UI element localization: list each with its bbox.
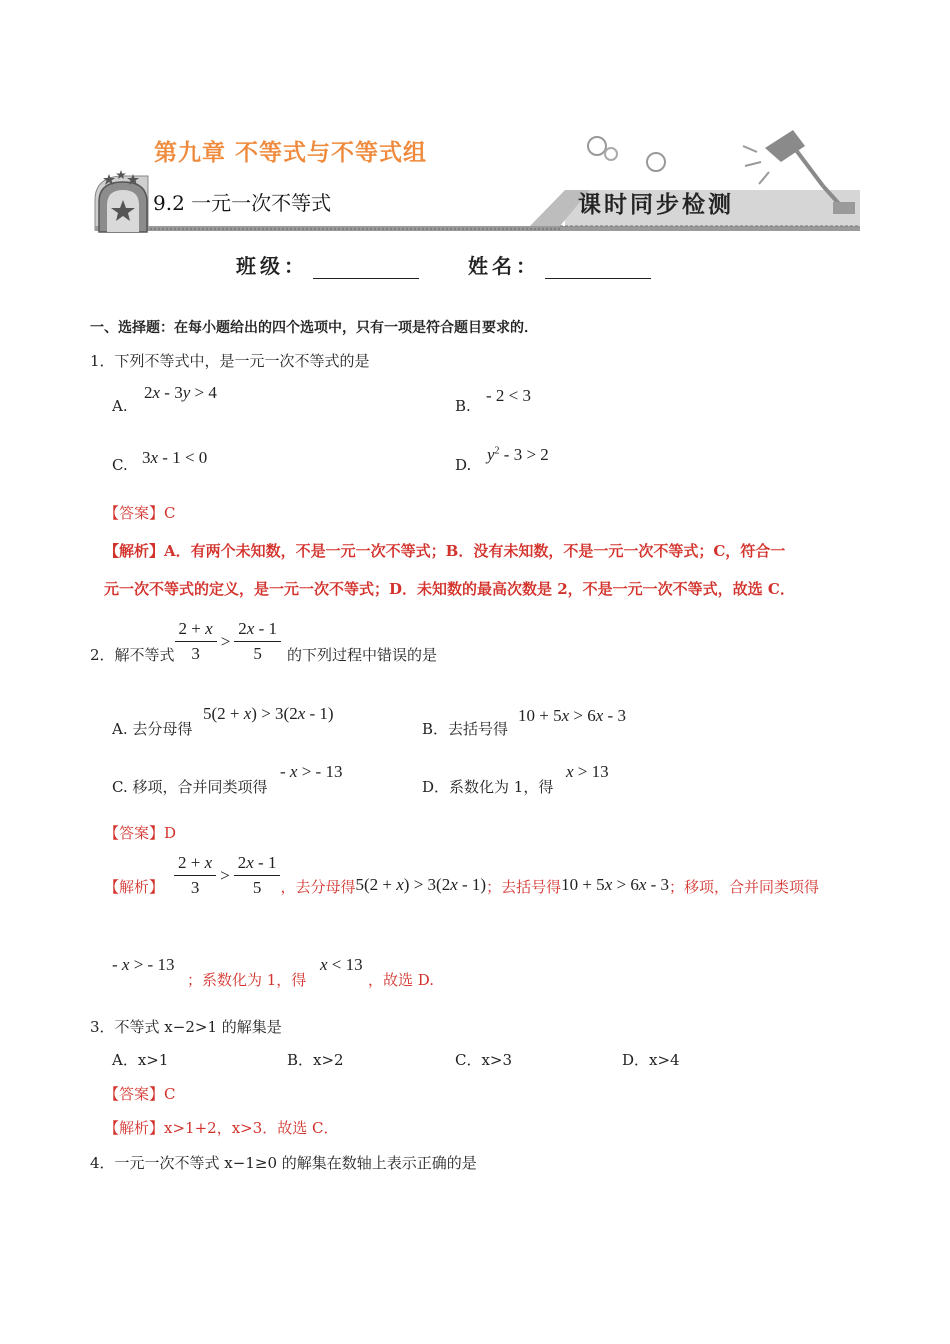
q3-option-a: A．x>1 bbox=[112, 1051, 169, 1069]
class-blank[interactable] bbox=[313, 256, 419, 279]
q3-analysis-text: x>1+2，x>3．故选 C． bbox=[164, 1119, 339, 1137]
q2-analysis-expr2: 10 + 5x > 6x - 3 bbox=[561, 874, 670, 894]
q1-answer-value: C bbox=[164, 504, 176, 522]
name-label: 姓名： bbox=[468, 254, 540, 278]
q1-option-b-expr: - 2 < 3 bbox=[486, 386, 531, 405]
q1-analysis-tag: 【解析】 bbox=[104, 542, 165, 560]
q2-stem: 2．解不等式 $\frac{2 + x}{3}$ > $\frac{2x - 1}{5}$ 的下列过程中错误的是 bbox=[90, 619, 438, 664]
q3-option-d: D．x>4 bbox=[622, 1051, 680, 1069]
q3-analysis-tag: 【解析】 bbox=[104, 1119, 165, 1137]
class-label: 班级： bbox=[236, 254, 308, 278]
q3-stem: 3．不等式 x−2>1 的解集是 bbox=[90, 1018, 282, 1036]
q1-option-d-expr: $y^2 - 3 > 2$ bbox=[487, 445, 549, 464]
part1-heading: 一、选择题：在每小题给出的四个选项中，只有一项是符合题目要求的． bbox=[90, 320, 538, 336]
q3-answer-tag: 【答案】 bbox=[104, 1085, 165, 1103]
q3-answer-value: C bbox=[164, 1085, 176, 1103]
section-title: 9.2 一元一次不等式 bbox=[153, 191, 332, 215]
q2-option-b-label: B．去括号得 bbox=[422, 720, 509, 738]
q2-analysis-expr1: 5(2 + x) > 3(2x - 1) bbox=[355, 874, 487, 894]
name-field bbox=[468, 250, 651, 279]
q2-analysis-expr3: - x > - 13 bbox=[112, 955, 175, 974]
q1-option-b-label: B. bbox=[455, 397, 471, 415]
q2-option-a-expr: 5(2 + x) > 3(2x - 1) bbox=[203, 704, 334, 723]
q3-analysis bbox=[104, 1117, 339, 1138]
q1-analysis-text1: A．有两个未知数，不是一元一次不等式；B．没有未知数，不是一元一次不等式；C，符合一 bbox=[164, 542, 786, 560]
name-blank[interactable] bbox=[545, 256, 651, 279]
q2-analysis-fraction-right: $\frac{2x - 1}{5}$ bbox=[234, 853, 281, 898]
q3-answer bbox=[104, 1083, 176, 1104]
q1-analysis-line1 bbox=[104, 540, 785, 561]
q2-answer-tag: 【答案】 bbox=[104, 824, 165, 842]
q2-option-b-expr: 10 + 5x > 6x - 3 bbox=[518, 706, 626, 725]
class-field bbox=[236, 250, 419, 279]
q2-stem-prefix: 2．解不等式 bbox=[90, 646, 175, 664]
q2-analysis-tag: 【解析】 bbox=[104, 878, 165, 896]
q4-stem: 4．一元一次不等式 x−1≥0 的解集在数轴上表示正确的是 bbox=[90, 1154, 477, 1172]
q2-option-d-label: D．系数化为 1，得 bbox=[422, 778, 554, 796]
q1-answer-tag: 【答案】 bbox=[104, 504, 165, 522]
q2-fraction-left: $\frac{2 + x}{3}$ bbox=[175, 619, 217, 664]
q1-stem: 1．下列不等式中，是一元一次不等式的是 bbox=[90, 352, 370, 370]
q1-option-a-expr: 2x - 3y > 4 bbox=[144, 383, 217, 402]
desk-lamp-icon bbox=[735, 128, 855, 220]
q1-answer bbox=[104, 502, 176, 523]
star-badge-icon bbox=[95, 170, 153, 234]
q1-option-a-label: A. bbox=[112, 397, 128, 415]
q2-analysis-expr4: x < 13 bbox=[320, 955, 363, 974]
q2-analysis-fraction-left: $\frac{2 + x}{3}$ bbox=[174, 853, 216, 898]
q2-stem-suffix: 的下列过程中错误的是 bbox=[287, 646, 438, 664]
q2-analysis-s2: ；去括号得 bbox=[486, 878, 562, 896]
q2-fraction-right: $\frac{2x - 1}{5}$ bbox=[234, 619, 281, 664]
q2-option-c-expr: - x > - 13 bbox=[280, 762, 343, 781]
chapter-title: 第九章 不等式与不等式组 bbox=[154, 140, 428, 166]
q1-option-c-label: C. bbox=[112, 456, 128, 474]
q2-analysis-s5: ，故选 D. bbox=[368, 971, 435, 989]
q2-answer-value: D bbox=[164, 824, 177, 842]
q1-option-c-expr: 3x - 1 < 0 bbox=[142, 448, 208, 467]
q2-answer bbox=[104, 822, 176, 843]
q2-option-c-label: C. 移项，合并同类项得 bbox=[112, 778, 268, 796]
q2-analysis-s1: ，去分母得 bbox=[280, 878, 356, 896]
q3-option-b: B．x>2 bbox=[287, 1051, 344, 1069]
q2-analysis-s4: ；系数化为 1，得 bbox=[187, 971, 307, 989]
banner-text: 课时同步检测 bbox=[578, 191, 734, 218]
q1-option-d-label: D. bbox=[455, 456, 472, 474]
q2-option-d-expr: x > 13 bbox=[566, 762, 609, 781]
q3-option-c: C．x>3 bbox=[455, 1051, 513, 1069]
q2-analysis-s3: ；移项，合并同类项得 bbox=[669, 878, 820, 896]
q2-analysis-line1: 【解析】 $\frac{2 + x}{3}$ > $\frac{2x - 1}{5}$ ，去分母得 5(2 + x) > 3(2x - 1) ；去括号得 10 + 5x > 6x - 3 ；移项，合并同类项得 bbox=[104, 853, 820, 897]
q2-option-a-label: A. 去分母得 bbox=[112, 720, 193, 738]
q1-analysis-line2: 元一次不等式的定义，是一元一次不等式；D．未知数的最高次数是 2，不是一元一次不等式，故选 C． bbox=[104, 580, 795, 598]
